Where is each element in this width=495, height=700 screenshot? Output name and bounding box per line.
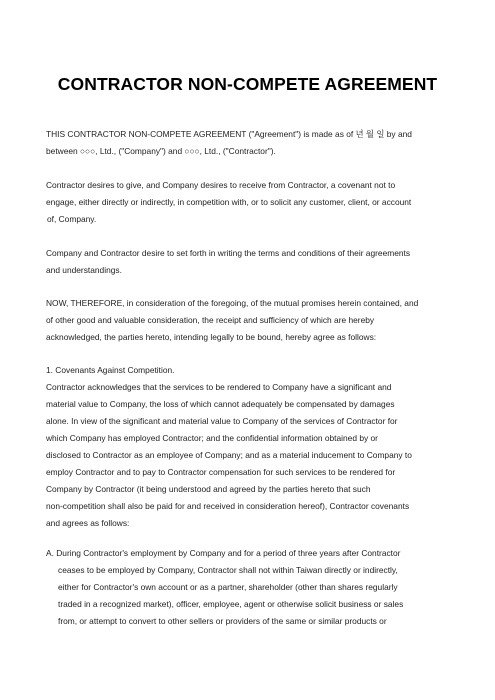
paragraph-terms [46,245,458,279]
text-line: non-competition shall also be paid for and received in consideration hereof), Contractor covenants [46,501,410,511]
section-a-paragraph [46,545,458,630]
text-line: which Company has employed Contractor; and the confidential information obtained by or [46,433,378,443]
paragraph-covenant-desire [46,177,458,228]
text-line: acknowledged, the parties hereto, intending legally to be bound, hereby agree as follows: [46,332,377,342]
section-1-covenants [46,362,458,532]
text-line: ceases to be employed by Company, Contractor shall not within Taiwan directly or indirectly, [58,565,398,575]
text-line: alone. In view of the significant and material value to Company of the services of Contractor for [46,416,398,426]
intro-paragraph [46,126,458,160]
text-line: engage, either directly or indirectly, in competition with, or to solicit any customer, client, or account [46,197,412,207]
text-line: and agrees as follows: [46,518,130,528]
text-line: from, or attempt to convert to other sellers or providers of the same or similar products or [58,616,387,626]
text-line: A. During Contractor's employment by Company and for a period of three years after Contractor [46,548,401,558]
text-line: of other good and valuable consideration, the receipt and sufficiency of which are hereby [46,315,375,325]
text-line: Company by Contractor (it being understood and agreed by the parties hereto that such [46,484,371,494]
text-line: traded in a recognized market), officer, employee, agent or otherwise solicit business or sales [58,599,404,609]
text-line: Company and Contractor desire to set forth in writing the terms and conditions of their agreements [46,248,411,258]
text-line: Contractor desires to give, and Company desires to receive from Contractor, a covenant not to [46,180,396,190]
text-line: NOW, THEREFORE, in consideration of the foregoing, of the mutual promises herein contained, and [46,298,419,308]
text-line: disclosed to Contractor as an employee of Company; and as a material inducement to Company to [46,450,412,460]
text-line: between ○○○, Ltd., ("Company") and ○○○, Ltd., ("Contractor"). [46,146,276,156]
document-title: CONTRACTOR NON-COMPETE AGREEMENT [57,74,438,94]
text-line: of, Company. [47,214,97,224]
paragraph-now-therefore [46,295,458,346]
section-heading: 1. Covenants Against Competition. [46,365,175,375]
text-line: employ Contractor and to pay to Contractor compensation for such services to be rendered for [46,467,396,477]
text-line: and understandings. [46,265,122,275]
text-line: Contractor acknowledges that the services to be rendered to Company have a significant and [46,382,392,392]
text-line: THIS CONTRACTOR NON-COMPETE AGREEMENT ("Agreement") is made as of 년 월 일 by and [46,129,412,139]
text-line: material value to Company, the loss of which cannot adequately be compensated by damages [46,399,395,409]
text-line: either for Contractor's own account or as a partner, shareholder (other than shares regularly [58,582,398,592]
